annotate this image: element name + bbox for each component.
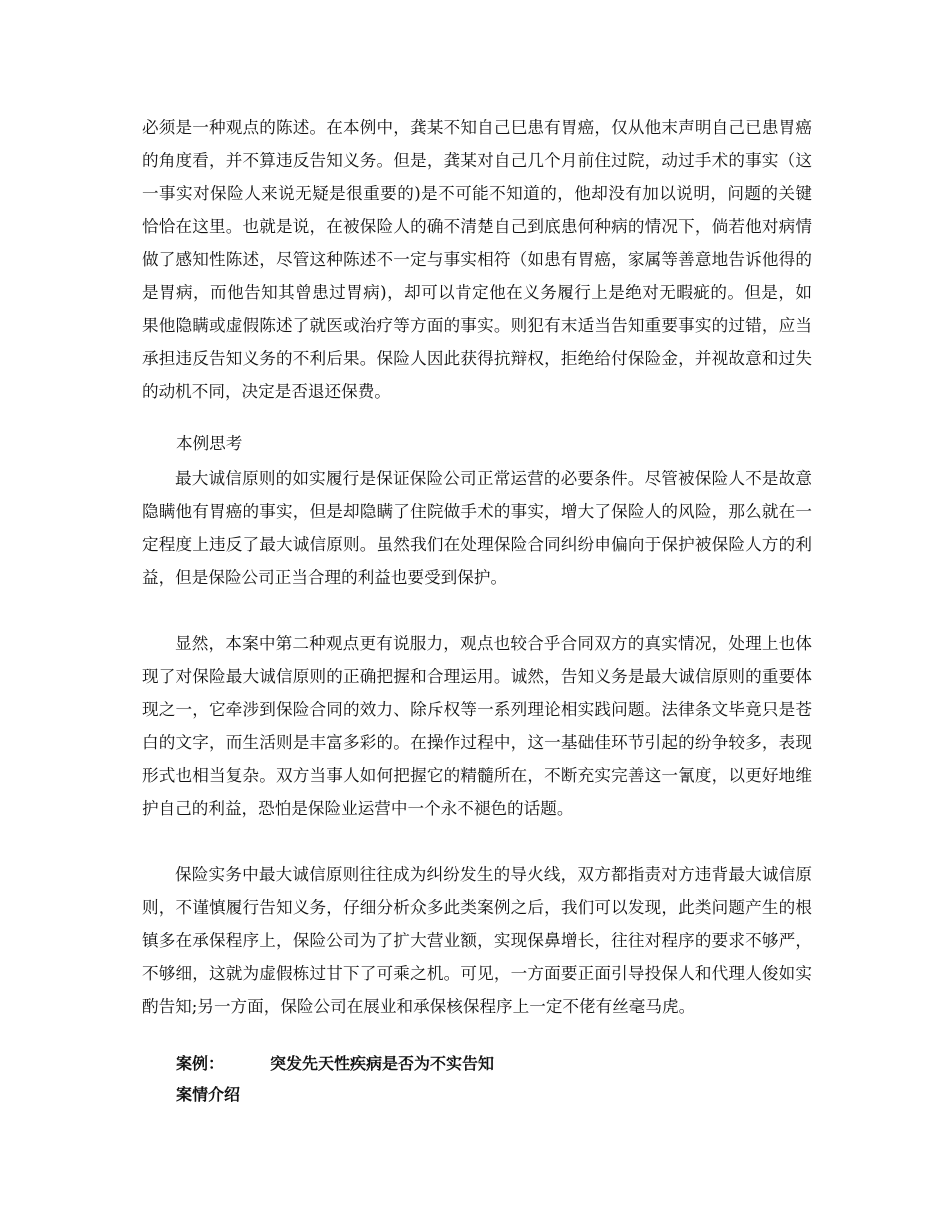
heading-case-reflection: 本例思考 [176,434,243,453]
case-label: 案例： [176,1054,225,1073]
paragraph-insurance-practice: 保险实务中最大诚信原则往往成为纠纷发生的导火线，双方都指责对方违背最大诚信原则，不谨慎履行告知义务，仔细分析众多此类案例之后，我们可以发现，此类问题产生的根镇多在承保程序上，保险公司为了扩大营业额，实现保鼻增长，往往对程序的要求不够严，不够细，这就为虚假栋过甘下了可乘之机。可见，一方面要正面引导投保人和代理人俊如实酌告知;另一方面，保险公司在展业和承保核保程序上一定不佬有丝毫马虎。 [142,865,812,1016]
paragraph-good-faith-principle: 最大诚信原则的如实履行是保证保险公司正常运营的必要条件。尽管被保险人不是故意隐瞒他有胃癌的事实，但是却隐瞒了住院做手术的事实，增大了保险人的风险，那么就在一定程度上违反了最大诚信原则。虽然我们在处理保险合同纠纷申偏向于保护被保险人方的利益，但是保险公司正当合理的利益也要受到保护。 [142,469,812,587]
case-title: 突发先天性疾病是否为不实告知 [270,1054,495,1073]
paragraph-second-viewpoint: 显然，本案中第二种观点更有说服力，观点也较合乎合同双方的真实情况，处理上也体现了对保险最大诚信原则的正确把握和合理运用。诚然，告知义务是最大诚信原则的重要体现之一，它牵涉到保险合同的效力、除斥权等一系列理论相实践问题。法律条文毕竟只是苍白的文字，而生活则是丰富多彩的。在操作过程中，这一基础佳环节引起的纷争较多，表现形式也相当复杂。双方当事人如何把握它的精髓所在，不断充实完善这一氰度，以更好地维护自己的利益，恐怕是保险业运营中一个永不褪色的话题。 [142,634,812,818]
heading-case-introduction: 案情介绍 [176,1085,241,1104]
paragraph-analysis: 必须是一种观点的陈述。在本例中，龚某不知自己巳患有胃癌，仅从他末声明自己已患胃癌的角度看，并不算违反告知义务。但是，龚某对自己几个月前住过院，动过手术的事实（这一事实对保险人来说无疑是很重要的)是不可能不知道的，他却没有加以说明，问题的关键恰恰在这里。也就是说，在被保险人的确不清楚自己到底患何种病的情况下，倘若他对病情做了感知性陈述，尽管这种陈述不一定与事实相符（如患有胃癌，家属等善意地告诉他得的是胃病，而他告知其曾患过胃病)，却可以肯定他在义务履行上是绝对无暇疵的。但是，如果他隐瞒或虚假陈述了就医或治疗等方面的事实。则犯有末适当告知重要事实的过错，应当承担违反告知义务的不利后果。保险人因此获得抗辩权，拒绝给付保险金，并视故意和过失的动机不同，决定是否退还保费。 [142,118,812,401]
